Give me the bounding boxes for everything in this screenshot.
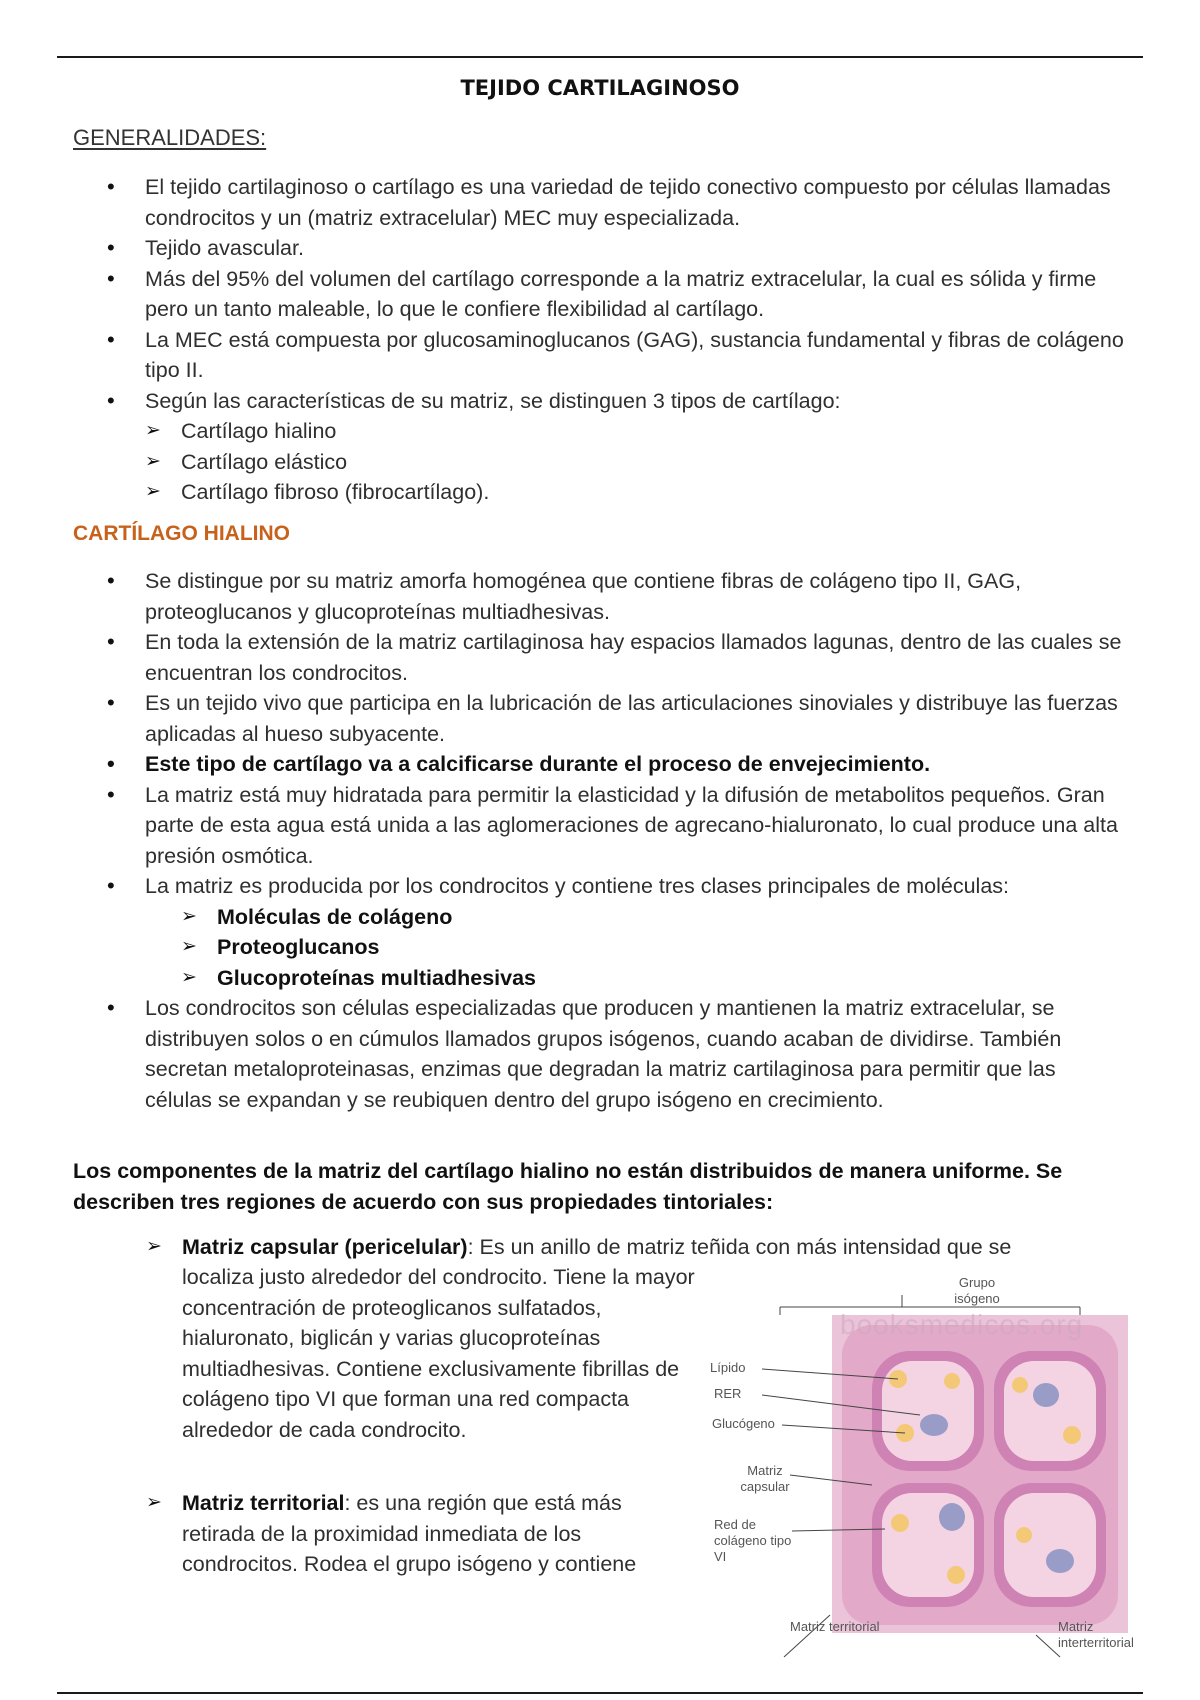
bottom-rule bbox=[57, 1692, 1143, 1694]
nucleus bbox=[920, 1414, 948, 1436]
hialino-heading: CARTÍLAGO HIALINO bbox=[73, 522, 290, 545]
list-item: • Tejido avascular. bbox=[107, 233, 1127, 264]
territorial-item bbox=[146, 1488, 697, 1580]
label-glucogeno: Glucógeno bbox=[712, 1416, 775, 1431]
arrow-bullet-icon: ➢ bbox=[181, 966, 197, 988]
label-matriz-interterritorial: Matriz interterritorial bbox=[1058, 1619, 1134, 1650]
territorial-term: Matriz territorial bbox=[182, 1491, 345, 1515]
cartilage-type-item: ➢ Cartílago hialino bbox=[145, 416, 1127, 447]
list-item: • Es un tejido vivo que participa en la lubricación de las articulaciones sinoviales y distribuye las fuerzas aplicadas al hueso subyacente. bbox=[107, 688, 1127, 749]
arrow-bullet-icon: ➢ bbox=[181, 905, 197, 927]
molecule-item: ➢ Proteoglucanos bbox=[181, 932, 1127, 963]
list-item-text: Según las características de su matriz, se distinguen 3 tipos de cartílago: bbox=[145, 388, 841, 413]
molecules-list bbox=[181, 902, 1127, 994]
chondrocyte bbox=[1004, 1493, 1096, 1597]
list-item: • En toda la extensión de la matriz cartilaginosa hay espacios llamados lagunas, dentro de las cuales se encuentran los condrocitos. bbox=[107, 627, 1127, 688]
lipid-droplet bbox=[944, 1373, 960, 1389]
hialino-list bbox=[107, 566, 1127, 1115]
nucleus bbox=[1033, 1383, 1059, 1407]
label-rer: RER bbox=[714, 1386, 742, 1401]
arrow-bullet-icon: ➢ bbox=[145, 481, 161, 502]
arrow-bullet-icon: ➢ bbox=[146, 1492, 162, 1513]
top-rule bbox=[57, 56, 1143, 58]
list-item: • Se distingue por su matriz amorfa homogénea que contiene fibras de colágeno tipo II, GAG, proteoglucanos y glucoproteínas multiadhesivas. bbox=[107, 566, 1127, 627]
label-lipido: Lípido bbox=[710, 1360, 746, 1375]
cartilage-type-item: ➢ Cartílago fibroso (fibrocartílago). bbox=[145, 477, 1127, 508]
chondrocyte bbox=[1004, 1361, 1096, 1461]
isogenous-group-figure bbox=[710, 1275, 1160, 1695]
cartilage-types-list bbox=[145, 416, 1127, 508]
molecule-item: ➢ Glucoproteínas multiadhesivas bbox=[181, 963, 1127, 994]
lipid-droplet bbox=[947, 1566, 965, 1584]
capsular-item-first-line bbox=[146, 1232, 1122, 1263]
lipid-droplet bbox=[1016, 1527, 1032, 1543]
page-title: TEJIDO CARTILAGINOSO bbox=[460, 76, 740, 100]
list-item: • Más del 95% del volumen del cartílago corresponde a la matriz extracelular, la cual es sólida y firme pero un tanto maleable, lo que le confiere flexibilidad al cartílago. bbox=[107, 264, 1127, 325]
arrow-bullet-icon: ➢ bbox=[146, 1236, 162, 1257]
arrow-bullet-icon: ➢ bbox=[145, 450, 161, 472]
watermark: booksmedicos.org bbox=[840, 1309, 1084, 1340]
generalidades-heading: GENERALIDADES: bbox=[73, 125, 267, 150]
lipid-droplet bbox=[891, 1514, 909, 1532]
molecule-item: ➢ Moléculas de colágeno bbox=[181, 902, 1127, 933]
regions-intro: Los componentes de la matriz del cartílago hialino no están distribuidos de manera uniforme. Se describen tres regiones de acuerdo con sus propiedades tintoriales: bbox=[73, 1159, 1063, 1214]
arrow-bullet-icon: ➢ bbox=[181, 936, 197, 957]
arrow-bullet-icon: ➢ bbox=[145, 420, 161, 441]
list-item: • Este tipo de cartílago va a calcificarse durante el proceso de envejecimiento. bbox=[107, 749, 1127, 780]
label-matriz-territorial: Matriz territorial bbox=[790, 1619, 880, 1634]
list-item bbox=[107, 386, 1127, 508]
capsular-item-text: localiza justo alrededor del condrocito. Tiene la mayor concentración de proteoglicanos sulfatados, hialuronato, biglicán y varias glucoproteínas multiadhesivas. Contiene exclusivamente fibrillas de colágeno tipo VI que forman una red compacta alrededor de cada condrocito. bbox=[182, 1265, 695, 1442]
label-red-colageno: Red de colágeno tipo VI bbox=[714, 1517, 792, 1564]
list-item: • La MEC está compuesta por glucosaminoglucanos (GAG), sustancia fundamental y fibras de colágeno tipo II. bbox=[107, 325, 1127, 386]
lipid-droplet bbox=[1012, 1377, 1028, 1393]
capsular-line1: : Es un anillo de matriz teñida con más intensidad que se bbox=[467, 1235, 1012, 1259]
capsular-term: Matriz capsular (pericelular) bbox=[182, 1235, 468, 1259]
territorial-text: : es una región que está más retirada de la proximidad inmediata de los condrocitos. Rodea el grupo isógeno y contiene bbox=[182, 1491, 637, 1576]
list-item-text: La matriz es producida por los condrocitos y contiene tres clases principales de moléculas: bbox=[145, 874, 1010, 898]
label-grupo-isogeno: Grupo isógeno bbox=[954, 1275, 1000, 1306]
lipid-droplet bbox=[1063, 1426, 1081, 1444]
nucleus bbox=[939, 1503, 965, 1531]
cartilage-type-item: ➢ Cartílago elástico bbox=[145, 447, 1127, 478]
nucleus bbox=[1046, 1549, 1074, 1573]
list-item: • Los condrocitos son células especializadas que producen y mantienen la matriz extracelular, se distribuyen solos o en cúmulos llamados grupos isógenos, cuando acaban de dividirse. También secretan metaloproteinasas, enzimas que degradan la matriz cartilaginosa para permitir que las células se expandan y se reubiquen dentro del grupo isógeno en crecimiento. bbox=[107, 993, 1127, 1115]
generalidades-list bbox=[107, 172, 1127, 508]
list-item bbox=[107, 871, 1127, 993]
label-matriz-capsular: Matriz capsular bbox=[740, 1463, 790, 1494]
list-item: • El tejido cartilaginoso o cartílago es una variedad de tejido conectivo compuesto por células llamadas condrocitos y un (matriz extracelular) MEC muy especializada. bbox=[107, 172, 1127, 233]
list-item: • La matriz está muy hidratada para permitir la elasticidad y la difusión de metabolitos pequeños. Gran parte de esta agua está unida a las aglomeraciones de agrecano-hialuronato, lo cual produce una alta presión osmótica. bbox=[107, 780, 1127, 872]
